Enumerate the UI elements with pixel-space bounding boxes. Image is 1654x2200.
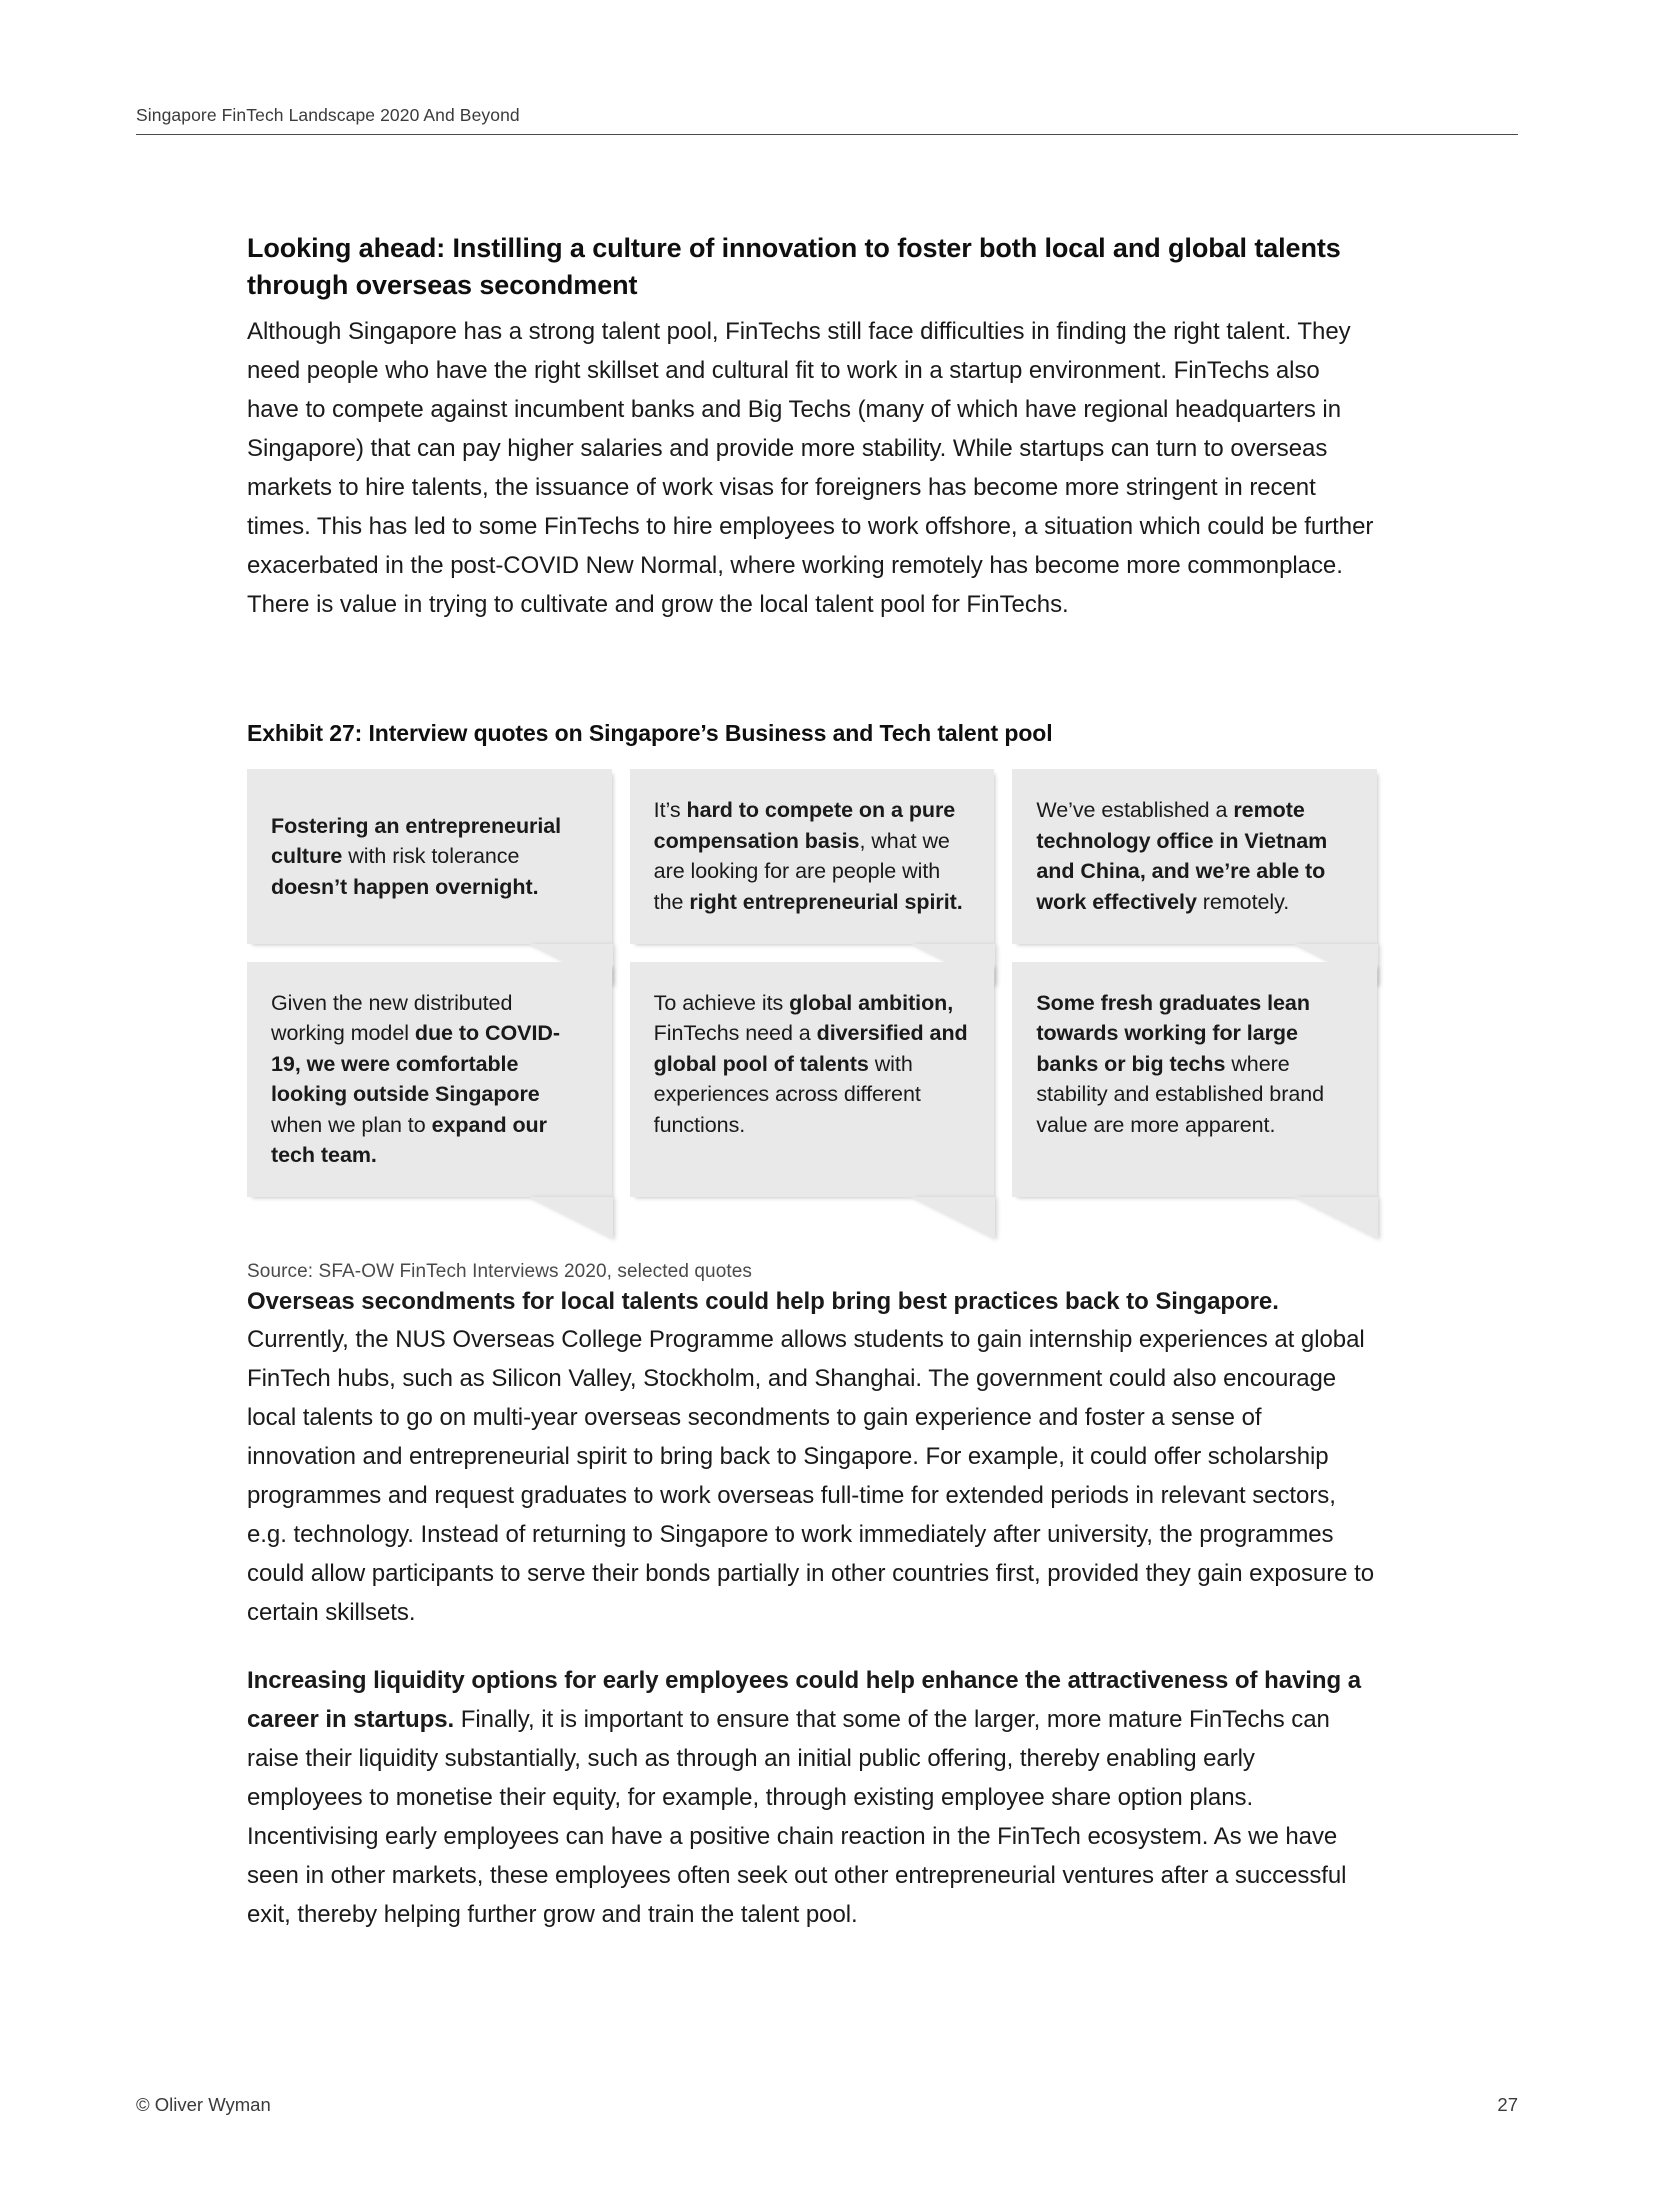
speech-tail-icon <box>911 1197 995 1239</box>
paragraph-liquidity-options <box>247 1662 1377 1934</box>
quote-card <box>247 769 612 943</box>
exhibit-title: Exhibit 27: Interview quotes on Singapore’s Business and Tech talent pool <box>247 720 1053 747</box>
quote-card <box>630 769 995 943</box>
paragraph-lead: Overseas secondments for local talents could help bring best practices back to Singapore. <box>247 1287 1279 1315</box>
paragraph-overseas-secondments <box>247 1283 1377 1633</box>
running-header <box>136 105 1518 135</box>
content-column <box>247 230 1377 1935</box>
quote-row <box>247 769 1377 943</box>
speech-tail-icon <box>529 1197 613 1239</box>
quote-card <box>1012 962 1377 1197</box>
exhibit-27 <box>247 720 1377 1282</box>
footer-copyright: © Oliver Wyman <box>136 2094 271 2115</box>
exhibit-source: Source: SFA-OW FinTech Interviews 2020, selected quotes <box>247 1260 753 1282</box>
page-footer <box>136 2094 1518 2116</box>
quote-grid <box>247 769 1377 1196</box>
paragraph-body: Currently, the NUS Overseas College Programme allows students to gain internship experiences at global FinTech hubs, such as Silicon Valley, Stockholm, and Shanghai. The government could also encourage local talents to go on multi-year overseas secondments to gain experience and foster a sense of innovation and entrepreneurial spirit to bring back to Singapore. For example, it could offer scholarship programmes and request graduates to work overseas full-time for extended periods in relevant sectors, e.g. technology. Instead of returning to Singapore to work immediately after university, the programmes could allow participants to serve their bonds partially in other countries first, provided they gain exposure to certain skillsets. <box>247 1326 1375 1626</box>
quote-card <box>1012 769 1377 943</box>
quote-text: It’s hard to compete on a pure compensation basis, what we are looking for are people with the right entrepreneurial spirit. <box>653 798 963 914</box>
intro-paragraph: Although Singapore has a strong talent pool, FinTechs still face difficulties in finding the right talent. They need people who have the right skillset and cultural fit to work in a startup environment. FinTechs also have to compete against incumbent banks and Big Techs (many of which have regional headquarters in Singapore) that can pay higher salaries and provide more stability. While startups can turn to overseas markets to hire talents, the issuance of work visas for foreigners has become more stringent in recent times. This has led to some FinTechs to hire employees to work offshore, a situation which could be further exacerbated in the post-COVID New Normal, where working remotely has become more commonplace. There is value in trying to cultivate and grow the local talent pool for FinTechs. <box>247 318 1374 618</box>
quote-card <box>247 962 612 1197</box>
footer-page-number: 27 <box>1497 2094 1518 2115</box>
quote-text: Some fresh graduates lean towards working for large banks or big techs where stability and established brand value are more apparent. <box>1036 990 1325 1137</box>
quote-text: Given the new distributed working model due to COVID-19, we were comfortable looking outside Singapore when we plan to expand our tech team. <box>271 990 560 1168</box>
quote-row <box>247 962 1377 1197</box>
paragraph-lead: Increasing liquidity options for early employees could help enhance the attractiveness of having a career in startups. <box>247 1667 1362 1734</box>
quote-text: To achieve its global ambition, FinTechs need a diversified and global pool of talents with experiences across different functions. <box>653 990 968 1137</box>
page-title: Looking ahead: Instilling a culture of innovation to foster both local and global talents through overseas secondment <box>247 233 1341 300</box>
header-divider <box>136 134 1518 135</box>
speech-tail-icon <box>1294 1197 1378 1239</box>
quote-text: Fostering an entrepreneurial culture with risk tolerance doesn’t happen overnight. <box>271 813 562 899</box>
running-header-title: Singapore FinTech Landscape 2020 And Beyond <box>136 105 520 125</box>
quote-text: We’ve established a remote technology office in Vietnam and China, and we’re able to work effectively remotely. <box>1036 798 1328 914</box>
paragraph-body: Finally, it is important to ensure that some of the larger, more mature FinTechs can raise their liquidity substantially, such as through an initial public offering, thereby enabling early employees to monetise their equity, for example, through existing employee share option plans. Incentivising early employees can have a positive chain reaction in the FinTech ecosystem. As we have seen in other markets, these employees often seek out other entrepreneurial ventures after a successful exit, thereby helping further grow and train the talent pool. <box>247 1706 1347 1928</box>
quote-card <box>630 962 995 1197</box>
